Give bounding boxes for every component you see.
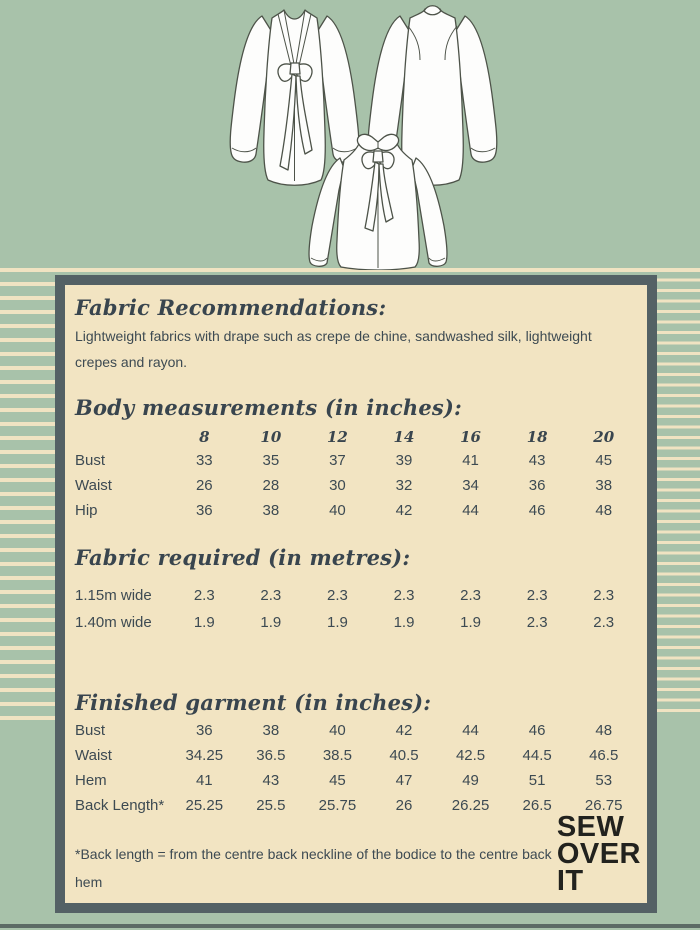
table-cell: 53 xyxy=(595,772,613,789)
table-cell: 33 xyxy=(195,452,213,469)
table-cell: 38.5 xyxy=(322,747,353,764)
table-cell: 20 xyxy=(593,428,615,446)
table-cell: 2.3 xyxy=(460,587,481,604)
table-cell: 26 xyxy=(195,477,213,494)
fabric-required-table xyxy=(75,582,637,636)
table-cell: 10 xyxy=(260,428,282,446)
left-stripe-band xyxy=(0,268,56,723)
table-cell: 48 xyxy=(595,722,613,739)
table-cell: 34.25 xyxy=(185,747,224,764)
table-cell: 2.3 xyxy=(326,587,348,604)
table-row xyxy=(75,448,637,473)
table-cell: 37 xyxy=(329,452,346,469)
table-cell: 44 xyxy=(462,722,479,739)
fabric-required-heading: Fabric required (in metres): xyxy=(75,545,411,570)
table-cell: 25.5 xyxy=(256,797,286,814)
table-cell: 2.3 xyxy=(260,587,282,604)
table-cell: 36 xyxy=(195,502,213,519)
table-cell: 36 xyxy=(195,722,213,739)
table-cell: 40.5 xyxy=(389,747,419,764)
row-label: Bust xyxy=(75,722,106,739)
row-label: Waist xyxy=(75,477,112,494)
table-cell: 2.3 xyxy=(393,587,415,604)
row-label: Hem xyxy=(75,772,107,789)
table-cell: 42 xyxy=(395,502,413,519)
info-panel xyxy=(55,275,657,913)
table-cell: 35 xyxy=(262,452,280,469)
finished-garment-table xyxy=(75,718,637,818)
table-cell: 26.25 xyxy=(451,797,490,814)
table-cell: 28 xyxy=(262,477,280,494)
table-cell: 12 xyxy=(326,428,348,446)
table-cell: 30 xyxy=(329,477,346,494)
table-cell: 2.3 xyxy=(526,587,548,604)
table-cell: 48 xyxy=(595,502,613,519)
table-row xyxy=(75,743,637,768)
table-cell: 38 xyxy=(262,502,280,519)
row-label: Bust xyxy=(75,452,106,469)
table-cell: 8 xyxy=(199,428,210,446)
table-cell: 41 xyxy=(195,772,213,789)
table-row xyxy=(75,718,637,743)
table-row xyxy=(75,426,637,448)
sew-over-it-logo xyxy=(556,811,641,897)
table-cell: 46 xyxy=(528,722,546,739)
table-cell: 43 xyxy=(528,452,546,469)
table-cell: 36 xyxy=(528,477,546,494)
fabric-recommendations-text: Lightweight fabrics with drape such as crepe de chine, sandwashed silk, lightweight crepes and rayon. xyxy=(75,328,592,370)
table-cell: 1.9 xyxy=(326,614,348,631)
body-measurements-table xyxy=(75,426,637,523)
logo-line-1: SEW xyxy=(556,811,625,843)
table-cell: 45 xyxy=(595,452,613,469)
table-cell: 40 xyxy=(329,502,346,519)
row-label: 1.40m wide xyxy=(75,614,152,631)
table-cell: 46 xyxy=(528,502,546,519)
table-cell: 25.25 xyxy=(185,797,224,814)
table-cell: 47 xyxy=(395,772,413,789)
row-label: 1.15m wide xyxy=(75,587,152,604)
table-cell: 38 xyxy=(595,477,613,494)
table-cell: 1.9 xyxy=(260,614,282,631)
table-cell: 39 xyxy=(395,452,413,469)
table-cell: 1.9 xyxy=(193,614,215,631)
table-cell: 43 xyxy=(262,772,280,789)
table-row xyxy=(75,793,637,818)
table-cell: 1.9 xyxy=(393,614,415,631)
table-cell: 25.75 xyxy=(318,797,357,814)
table-cell: 38 xyxy=(262,722,280,739)
logo-line-2: OVER xyxy=(556,838,641,870)
blouse-front-collar-illustration xyxy=(292,132,464,270)
table-cell: 34 xyxy=(462,477,479,494)
table-cell: 42 xyxy=(395,722,413,739)
table-cell: 44.5 xyxy=(522,747,552,764)
table-cell: 36.5 xyxy=(256,747,286,764)
row-label: Waist xyxy=(75,747,112,764)
table-row xyxy=(75,609,637,636)
table-cell: 41 xyxy=(462,452,479,469)
table-cell: 45 xyxy=(329,772,346,789)
table-row xyxy=(75,498,637,523)
right-stripe-band xyxy=(655,268,700,719)
table-cell: 26 xyxy=(395,797,413,814)
fabric-recommendations-heading: Fabric Recommendations: xyxy=(75,295,387,320)
table-cell: 2.3 xyxy=(193,587,215,604)
table-cell: 46.5 xyxy=(589,747,619,764)
table-cell: 40 xyxy=(329,722,346,739)
table-row xyxy=(75,473,637,498)
table-cell: 2.3 xyxy=(593,587,615,604)
body-measurements-heading: Body measurements (in inches): xyxy=(75,395,463,420)
table-cell: 2.3 xyxy=(593,614,615,631)
logo-line-3: IT xyxy=(556,865,584,897)
table-cell: 51 xyxy=(528,772,546,789)
row-label: Hip xyxy=(75,502,98,519)
table-cell: 18 xyxy=(526,428,548,446)
table-cell: 26.75 xyxy=(584,797,623,814)
back-length-footnote: *Back length = from the centre back neckline of the bodice to the centre back hem xyxy=(75,846,552,890)
row-label: Back Length* xyxy=(75,797,165,814)
table-row xyxy=(75,768,637,793)
table-cell: 44 xyxy=(462,502,479,519)
bottom-rule xyxy=(0,924,700,928)
table-row xyxy=(75,582,637,609)
table-cell: 2.3 xyxy=(526,614,548,631)
table-cell: 26.5 xyxy=(522,797,552,814)
finished-garment-heading: Finished garment (in inches): xyxy=(75,690,432,715)
table-cell: 42.5 xyxy=(455,747,486,764)
table-cell: 1.9 xyxy=(460,614,481,631)
table-cell: 16 xyxy=(460,428,481,446)
table-cell: 49 xyxy=(462,772,479,789)
table-cell: 14 xyxy=(393,428,415,446)
table-cell: 32 xyxy=(395,477,413,494)
